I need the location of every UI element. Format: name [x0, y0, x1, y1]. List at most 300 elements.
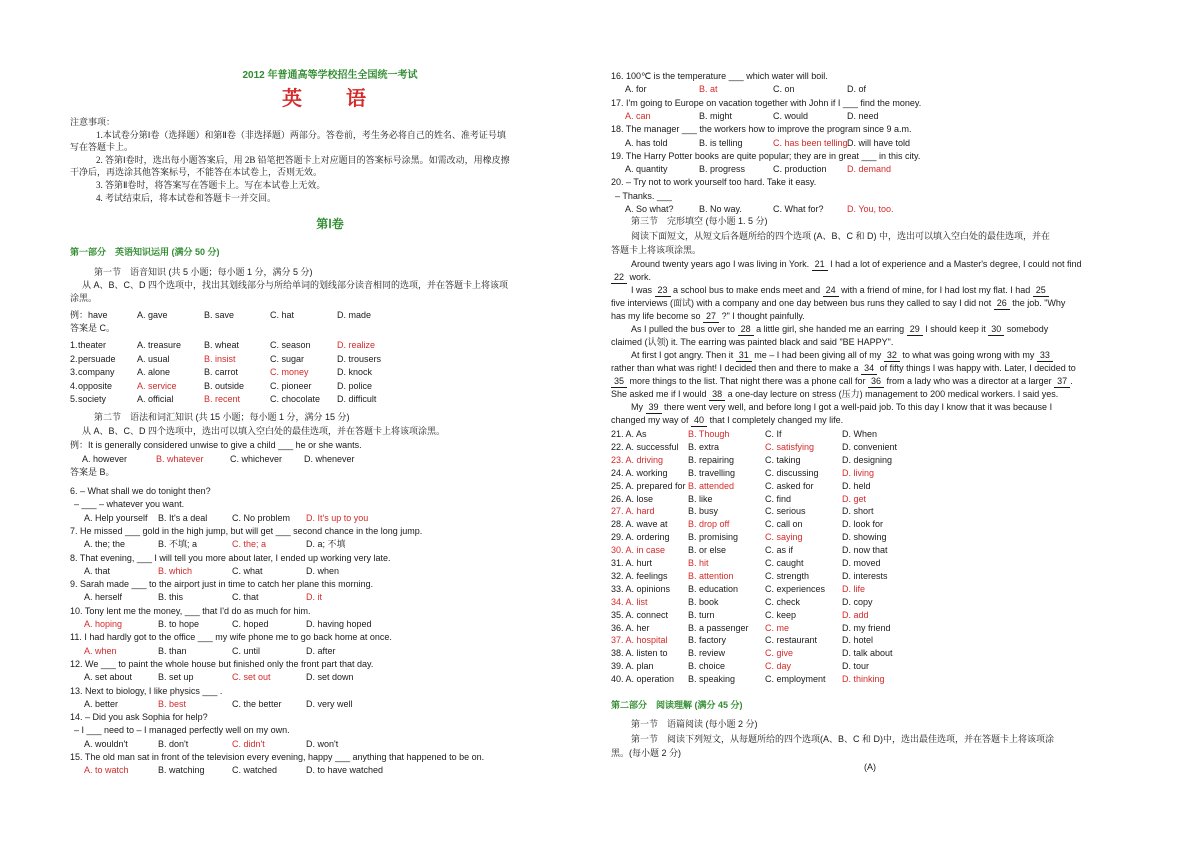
passage-text: ?" I thought painfully.	[719, 311, 805, 321]
option-b: B. hit	[688, 558, 709, 568]
example-answer: 答案是 C。	[70, 323, 116, 333]
option-a: 32. A. feelings	[611, 570, 668, 581]
option-d: D. police	[337, 380, 373, 391]
question-stem: – I ___ need to – I managed perfectly well on my own.	[74, 725, 290, 736]
question-stem: 14. – Did you ask Sophia for help?	[70, 712, 208, 723]
question-stem: 8. That evening, ___ I will tell you more about later, I ended up working very late.	[70, 552, 391, 563]
option-c: C. check	[765, 596, 801, 607]
option-c: C. watched	[232, 765, 278, 776]
option-b: B. No way.	[699, 204, 742, 214]
passage-text: a school bus to make ends meet and	[670, 285, 823, 295]
cloze-blank: 33	[1037, 349, 1053, 362]
option-d: D. trousers	[337, 353, 382, 364]
sec4-heading: 第一节 语篇阅读 (每小题 2 分)	[631, 719, 758, 729]
option-d: D. won't	[306, 738, 339, 749]
option-c: C. strength	[765, 570, 810, 581]
passage-text: a one-day lecture on stress (压力) management to 200 medical workers. I said yes.	[725, 389, 1059, 399]
cloze-blank: 38	[709, 388, 725, 401]
option-c: C. set out	[232, 672, 271, 683]
notes-title: 注意事项：	[70, 117, 116, 127]
option-d: D. will have told	[847, 137, 911, 148]
option-c: C. season	[270, 340, 311, 350]
option-d: D. You, too.	[847, 204, 894, 214]
passage-line	[611, 414, 1129, 427]
option-a: A. wouldn't	[84, 738, 128, 749]
option-d: D. It's up to you	[306, 512, 369, 523]
option-d: D. life	[842, 583, 866, 594]
sec1-instruction: 涂黑。	[70, 293, 98, 303]
option-a: 25. A. prepared for	[611, 480, 686, 491]
question-number: 2.	[70, 353, 78, 364]
option-c: C. No problem	[232, 512, 291, 523]
option-b: B. best	[158, 698, 187, 709]
option-b: B. 不填; a	[158, 539, 198, 550]
option-a: A. usual	[137, 353, 170, 364]
example-word: 例：have	[70, 310, 108, 320]
question-number: 1.	[70, 340, 78, 350]
option-a: 39. A. plan	[611, 661, 654, 672]
option-d: D. demand	[847, 164, 892, 175]
option-c: C. find	[765, 493, 792, 504]
passage-text: I had a lot of experience and a Master's degree, I could not find	[827, 259, 1082, 269]
passage-line	[631, 323, 1149, 336]
passage-text: changed my way of	[611, 415, 692, 425]
passage-line	[611, 388, 1129, 401]
option-c: C. taking	[765, 454, 801, 465]
option-a: A. service	[137, 380, 177, 391]
cloze-option-row	[611, 441, 1129, 453]
cloze-option-row	[611, 531, 1129, 543]
question-stem: 9. Sarah made ___ to the airport just in time to catch her plane this morning.	[70, 579, 374, 590]
question-options	[84, 698, 604, 710]
sec1-instruction: 从 A、B、C、D 四个选项中，找出其划线部分与所给单词的划线部分读音相同的选项，并在答题卡上将该项	[82, 280, 509, 290]
option-c: C. has been telling	[773, 137, 848, 148]
cloze-option-row	[611, 467, 1129, 479]
option-c: C. employment	[765, 674, 826, 685]
cloze-blank: 26	[994, 297, 1010, 310]
passage-line	[611, 362, 1129, 375]
passage-text: As I pulled the bus over to	[631, 324, 738, 334]
option-c: C. production	[773, 164, 827, 175]
option-b: B. don't	[158, 738, 189, 749]
option-a: 27. A. hard	[611, 506, 655, 517]
phonetics-row	[70, 353, 590, 365]
passage-text: Around twenty years ago I was living in York.	[631, 259, 812, 269]
option-c: C. as if	[765, 545, 794, 556]
phonetics-row	[70, 380, 590, 392]
option-a: A. herself	[84, 592, 123, 603]
passage-text: She asked me if I would	[611, 389, 710, 399]
cloze-option-row	[611, 673, 1129, 685]
passage-text: five interviews (面试) with a company and one day between bus runs they called to say I did not	[611, 298, 994, 308]
option-a: A. has told	[625, 137, 668, 148]
option-d: D. get	[842, 493, 867, 504]
option-d: D. need	[847, 110, 879, 121]
option-b: B. Though	[688, 429, 730, 439]
cloze-blank: 39	[646, 401, 662, 414]
question-options	[625, 137, 1143, 149]
option-a: A. that	[84, 565, 111, 576]
cloze-blank: 24	[823, 284, 839, 297]
passage-line	[631, 258, 1149, 271]
sec2-heading: 第二节 语法和词汇知识 (共 15 小题；每小题 1 分，满分 15 分)	[94, 412, 350, 422]
cloze-option-row	[611, 634, 1129, 646]
question-stem: 12. We ___ to paint the whole house but finished only the front part that day.	[70, 658, 374, 669]
question-word: society	[78, 394, 107, 405]
passage-text: work.	[627, 272, 652, 282]
note-line: 写在答题卡上。	[70, 142, 134, 152]
option-c: C. would	[773, 110, 809, 121]
option-a: A. quantity	[625, 164, 668, 175]
option-c: C. asked for	[765, 480, 814, 491]
cloze-blank: 22	[611, 271, 627, 284]
passage-line	[611, 297, 1129, 310]
note-line: 2. 答第Ⅰ卷时，选出每小题答案后，用 2B 铅笔把答题卡上对应题目的答案标号涂黑。如需改动，用橡皮擦	[96, 155, 510, 165]
option-a: A. to watch	[84, 765, 129, 776]
option-a: 31. A. hurt	[611, 558, 653, 568]
question-options	[84, 565, 604, 577]
sec2-instruction: 从 A、B、C、D 四个选项中，选出可以填入空白处的最佳选项，并在答题卡上将该项涂黑。	[82, 426, 446, 436]
option-d: D. moved	[842, 558, 881, 568]
cloze-option-row	[611, 428, 1129, 440]
option-b: B. speaking	[688, 674, 736, 685]
sec3-heading: 第三节 完形填空 (每小题 1. 5 分)	[631, 216, 768, 226]
option-b: B. outside	[204, 380, 245, 391]
option-a: A. treasure	[137, 340, 182, 350]
sec3-instruction: 答题卡上将该项涂黑。	[611, 245, 702, 255]
passage-a-label: (A)	[864, 762, 876, 772]
question-stem: 20. – Try not to work yourself too hard. Take it easy.	[611, 177, 817, 188]
sec4-instruction: 黑。(每小题 2 分)	[611, 748, 682, 758]
option-b: B. carrot	[204, 367, 239, 378]
option-b: B. set up	[158, 672, 194, 683]
option-c: C. discussing	[765, 467, 819, 478]
passage-line	[611, 271, 1129, 284]
option-c: C. what	[232, 565, 263, 576]
subject-title: 英 语	[282, 88, 378, 110]
cloze-option-row	[611, 596, 1129, 608]
option-d: D. when	[306, 565, 340, 576]
option-b: B. insist	[204, 353, 236, 364]
passage-text: .	[1070, 376, 1073, 386]
question-stem: 13. Next to biology, I like physics ___ .	[70, 685, 223, 696]
option-c: C. until	[232, 645, 261, 656]
passage-text: to what was going wrong with my	[899, 350, 1037, 360]
option-a: A. for	[625, 84, 647, 95]
option-d: D. difficult	[337, 394, 377, 405]
option-b: B. recent	[204, 394, 241, 405]
option-b: B. factory	[688, 635, 727, 646]
passage-text: of fifty things I was happy with. Later, I decided to	[877, 363, 1076, 373]
passage-text: more things to the list. That night there was a phone call for	[627, 376, 868, 386]
question-number: 5.	[70, 394, 78, 405]
option-d: D. showing	[842, 532, 887, 543]
option-b: B. choice	[688, 661, 726, 672]
option-a: 37. A. hospital	[611, 635, 668, 646]
passage-line	[611, 336, 1129, 348]
cloze-blank: 37	[1054, 375, 1070, 388]
option-b: B. review	[688, 648, 726, 659]
option-a: A. official	[137, 394, 174, 405]
option-a: A. better	[84, 698, 119, 709]
passage-text: somebody	[1004, 324, 1049, 334]
option-a: A. set about	[84, 672, 133, 683]
option-b: B. busy	[688, 506, 719, 517]
option-a: A. alone	[137, 367, 171, 378]
cloze-blank: 36	[868, 375, 884, 388]
cloze-option-row	[611, 609, 1129, 621]
option-d: D. thinking	[842, 674, 885, 685]
option-a: 38. A. listen to	[611, 648, 668, 659]
example-option: C. hat	[270, 310, 295, 320]
cloze-blank: 28	[738, 323, 754, 336]
question-stem: 19. The Harry Potter books are quite popular; they are in great ___ in this city.	[611, 150, 921, 161]
option-a: 33. A. opinions	[611, 583, 671, 594]
question-number: 4.	[70, 380, 78, 391]
question-word: theater	[78, 340, 107, 350]
option-d: D. now that	[842, 545, 888, 556]
question-stem: 6. – What shall we do tonight then?	[70, 486, 211, 496]
passage-line	[631, 349, 1149, 362]
cloze-option-row	[611, 647, 1129, 659]
option-b: B. It's a deal	[158, 512, 208, 523]
option-a: A. hoping	[84, 619, 123, 629]
question-options	[84, 538, 604, 550]
option-d: D. hotel	[842, 635, 874, 646]
option-b: B. repairing	[688, 454, 735, 465]
option-b: B. book	[688, 596, 719, 607]
note-line: 4. 考试结束后，将本试卷和答题卡一并交回。	[96, 193, 277, 203]
option-c: C. that	[232, 592, 259, 603]
option-b: B. education	[688, 583, 739, 594]
cloze-blank: 35	[611, 375, 627, 388]
option-d: D. a; 不填	[306, 539, 346, 550]
question-options	[625, 203, 1143, 215]
option-a: 34. A. list	[611, 596, 648, 607]
option-b: B. like	[688, 493, 713, 504]
option-c: C. give	[765, 648, 794, 659]
question-options	[625, 163, 1143, 175]
volume-title: 第Ⅰ卷	[316, 217, 344, 231]
option-c: C. day	[765, 661, 792, 672]
option-b: B. attention	[688, 570, 734, 581]
exam-title: 2012 年普通高等学校招生全国统一考试	[242, 70, 418, 81]
cloze-option-row	[611, 493, 1129, 505]
cloze-blank: 29	[907, 323, 923, 336]
option-c: C. hoped	[232, 619, 269, 629]
question-stem: – ___ – whatever you want.	[74, 499, 185, 510]
question-stem: – Thanks. ___	[615, 190, 672, 201]
option-b: B. than	[158, 645, 187, 656]
question-options	[625, 83, 1143, 95]
question-word: company	[78, 367, 115, 378]
note-line: 1.本试卷分第Ⅰ卷（选择题）和第Ⅱ卷（非选择题）两部分。答卷前，考生务必将自己的姓名、准考证号填	[96, 130, 506, 140]
phonetics-row	[70, 393, 590, 405]
example2-option: D. whenever	[304, 454, 355, 464]
question-options	[84, 512, 604, 524]
option-a: 29. A. ordering	[611, 532, 670, 543]
option-a: 22. A. successful	[611, 441, 679, 452]
option-a: A. So what?	[625, 204, 674, 214]
option-d: D. very well	[306, 698, 353, 709]
sec4-instruction: 第一节 阅读下列短文，从每题所给的四个选项(A、B、C 和 D)中，选出最佳选项，并在答题卡上将该项涂	[631, 734, 1055, 744]
cloze-blank: 27	[703, 310, 719, 323]
option-b: B. progress	[699, 164, 746, 175]
passage-line	[611, 310, 1129, 323]
option-b: B. watching	[158, 765, 205, 776]
option-a: 28. A. wave at	[611, 519, 668, 530]
option-c: C. me	[765, 622, 790, 633]
option-c: C. satisfying	[765, 441, 815, 452]
cloze-blank: 32	[884, 349, 900, 362]
option-c: C. keep	[765, 609, 797, 620]
example2-answer: 答案是 B。	[70, 467, 115, 477]
question-options	[84, 645, 604, 657]
cloze-blank: 23	[655, 284, 671, 297]
passage-line	[611, 375, 1129, 388]
option-b: B. which	[158, 565, 193, 576]
option-d: D. held	[842, 480, 871, 491]
passage-text: has my life become so	[611, 311, 704, 321]
passage-text: claimed (认领) it. The earring was painted black and said "BE HAPPY".	[611, 337, 894, 347]
cloze-option-row	[611, 583, 1129, 595]
option-d: D. of	[847, 84, 867, 95]
passage-text: with a friend of mine, for I had lost my flat. I had	[838, 285, 1033, 295]
option-a: A. can	[625, 110, 651, 121]
option-a: 24. A. working	[611, 467, 668, 478]
example-option: D. made	[337, 310, 372, 320]
question-stem: 16. 100℃ is the temperature ___ which water will boil.	[611, 71, 828, 81]
option-a: A. Help yourself	[84, 512, 148, 523]
question-options	[625, 110, 1143, 122]
example2-question: 例：It is generally considered unwise to give a child ___ he or she wants.	[70, 440, 362, 450]
option-d: D. When	[842, 429, 878, 439]
option-d: D. copy	[842, 596, 873, 607]
example2-option: C. whichever	[230, 454, 283, 464]
question-options	[84, 764, 604, 776]
passage-text: a little girl, she handed me an earring	[753, 324, 907, 334]
option-a: A. the; the	[84, 539, 126, 550]
example2-option-answer: B. whatever	[156, 454, 204, 464]
option-b: B. is telling	[699, 137, 743, 148]
passage-text: there went very well, and before long I got a well-paid job. To this day I know that it was because I	[661, 402, 1053, 412]
cloze-blank: 30	[988, 323, 1004, 336]
option-a: 30. A. in case	[611, 545, 666, 556]
option-b: B. attended	[688, 480, 735, 491]
cloze-option-row	[611, 454, 1129, 466]
question-stem: 7. He missed ___ gold in the high jump, but will get ___ second chance in the long jump.	[70, 525, 423, 536]
option-b: B. wheat	[204, 340, 240, 350]
question-stem: 11. I had hardly got to the office ___ my wife phone me to go back home at once.	[70, 632, 392, 643]
option-a: 36. A. her	[611, 622, 650, 633]
cloze-blank: 21	[812, 258, 828, 271]
cloze-option-row	[611, 544, 1129, 556]
sec3-instruction: 阅读下面短文，从短文后各题所给的四个选项 (A、B、C 和 D) 中，选出可以填入空白处的最佳选项，并在	[631, 231, 1051, 241]
option-d: D. designing	[842, 454, 893, 465]
option-b: B. turn	[688, 609, 715, 620]
option-a: 26. A. lose	[611, 493, 654, 504]
question-stem: 17. I'm going to Europe on vacation together with John if I ___ find the money.	[611, 97, 922, 108]
option-c: C. the better	[232, 698, 282, 709]
option-b: B. this	[158, 592, 184, 603]
cloze-option-row	[611, 557, 1129, 569]
option-a: 21. A. As	[611, 429, 647, 439]
option-b: B. promising	[688, 532, 739, 543]
note-line: 3. 答第Ⅱ卷时，将答案写在答题卡上。写在本试卷上无效。	[96, 180, 326, 190]
question-stem: 10. Tony lent me the money, ___ that I'd do as much for him.	[70, 605, 311, 616]
option-d: D. living	[842, 467, 875, 478]
option-a: 35. A. connect	[611, 609, 669, 620]
example2-option: A. however	[82, 454, 128, 464]
option-d: D. after	[306, 645, 336, 656]
passage-line	[631, 401, 1149, 414]
question-options	[84, 591, 604, 603]
option-d: D. tour	[842, 661, 870, 672]
sec1-heading: 第一节 语音知识 (共 5 小题；每小题 1 分，满分 5 分)	[94, 267, 313, 277]
question-word: opposite	[78, 380, 113, 391]
option-c: C. money	[270, 367, 309, 378]
option-d: D. it	[306, 592, 323, 603]
question-stem: 15. The old man sat in front of the television every evening, happy ___ anything that happened to be on.	[70, 752, 485, 762]
option-d: D. short	[842, 506, 874, 517]
passage-text: I should keep it	[922, 324, 989, 334]
option-b: B. at	[699, 84, 718, 95]
passage-text: rather than what was right! I decided then and there to make a	[611, 363, 862, 373]
option-c: C. didn't	[232, 738, 265, 749]
option-d: D. add	[842, 609, 869, 620]
option-b: B. to hope	[158, 619, 200, 629]
option-b: B. or else	[688, 545, 727, 556]
passage-text: the job. "Why	[1009, 298, 1066, 308]
question-options	[84, 618, 604, 630]
example-row	[70, 309, 590, 321]
phonetics-row	[70, 366, 590, 378]
question-options	[84, 738, 604, 750]
cloze-option-row	[611, 518, 1129, 530]
part2-heading: 第二部分 阅读理解 (满分 45 分)	[611, 700, 743, 710]
example-option: A. gave	[137, 310, 168, 320]
part1-heading: 第一部分 英语知识运用 (满分 50 分)	[70, 247, 220, 257]
option-c: C. experiences	[765, 583, 826, 594]
option-c: C. serious	[765, 506, 806, 517]
cloze-blank: 31	[736, 349, 752, 362]
option-a: 23. A. driving	[611, 454, 664, 465]
example2-options	[82, 453, 602, 465]
option-c: C. If	[765, 429, 782, 439]
question-stem: 18. The manager ___ the workers how to improve the program since 9 a.m.	[611, 124, 912, 135]
question-word: persuade	[78, 353, 116, 364]
option-a: A. when	[84, 645, 117, 656]
cloze-blank: 34	[861, 362, 877, 375]
option-a: 40. A. operation	[611, 674, 675, 685]
option-b: B. a passenger	[688, 622, 749, 633]
option-c: C. restaurant	[765, 635, 818, 646]
cloze-option-row	[611, 505, 1129, 517]
passage-text: from a lady who was a director at a larger	[884, 376, 1055, 386]
option-d: D. interests	[842, 570, 888, 581]
option-c: C. on	[773, 84, 795, 95]
option-c: C. caught	[765, 558, 804, 568]
cloze-option-row	[611, 570, 1129, 582]
option-c: C. call on	[765, 519, 803, 530]
cloze-option-row	[611, 480, 1129, 492]
option-d: D. having hoped	[306, 619, 372, 629]
passage-text: I was	[631, 285, 655, 295]
phonetics-row	[70, 339, 590, 351]
option-b: B. might	[699, 110, 733, 121]
cloze-option-row	[611, 660, 1129, 672]
passage-line	[631, 284, 1149, 297]
